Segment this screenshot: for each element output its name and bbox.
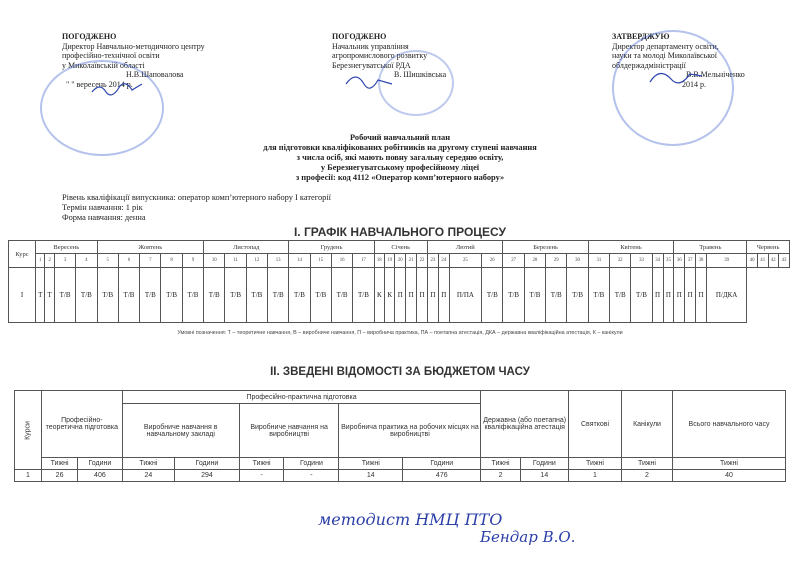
week-number: 28 bbox=[524, 254, 545, 268]
month-header: Жовтень bbox=[97, 241, 204, 254]
approval-line: науки та молоді Миколаївської bbox=[612, 51, 717, 61]
month-header: Березень bbox=[503, 241, 588, 254]
activity-cell: Т/В bbox=[588, 268, 609, 323]
title-line: у Березнегуватському професійному ліцеї bbox=[320, 163, 480, 172]
unit-header: Години bbox=[520, 458, 568, 470]
unit-header: Години bbox=[403, 458, 481, 470]
activity-cell: П/ПА bbox=[449, 268, 481, 323]
budget-cell: 406 bbox=[78, 470, 123, 482]
meta-form: Форма навчання: денна bbox=[62, 213, 146, 222]
week-number: 37 bbox=[685, 254, 696, 268]
activity-cell: Т/В bbox=[246, 268, 267, 323]
week-number: 34 bbox=[652, 254, 663, 268]
activity-cell: Т/В bbox=[76, 268, 97, 323]
course-cell: І bbox=[9, 268, 36, 323]
courses-header bbox=[15, 391, 42, 470]
activity-cell: Т bbox=[45, 268, 54, 323]
week-number: 22 bbox=[417, 254, 428, 268]
budget-cell: 26 bbox=[42, 470, 78, 482]
budget-cell: 1 bbox=[15, 470, 42, 482]
week-number: 5 bbox=[97, 254, 118, 268]
budget-cell: - bbox=[239, 470, 284, 482]
prod-training-header: Виробниче навчання в навчальному закладі bbox=[122, 404, 239, 458]
prod-enterprise-header: Виробниче навчання на виробництві bbox=[239, 404, 339, 458]
practice-header: Виробнича практика на робочих місцях на виробництві bbox=[339, 404, 481, 458]
approval-line: професійно-технічної освіти bbox=[62, 51, 160, 61]
week-number: 33 bbox=[631, 254, 652, 268]
budget-cell: 476 bbox=[403, 470, 481, 482]
activity-cell: Т/В bbox=[503, 268, 524, 323]
unit-header: Тижні bbox=[673, 458, 786, 470]
week-number: 26 bbox=[482, 254, 503, 268]
approval-signature: В. Шишківська bbox=[394, 70, 447, 80]
month-header: Січень bbox=[374, 241, 427, 254]
week-number: 13 bbox=[268, 254, 289, 268]
week-number: 39 bbox=[706, 254, 746, 268]
schedule-table bbox=[8, 240, 790, 323]
budget-cell: 40 bbox=[673, 470, 786, 482]
unit-header: Тижні bbox=[481, 458, 520, 470]
week-number: 31 bbox=[588, 254, 609, 268]
unit-header: Тижні bbox=[42, 458, 78, 470]
plan-meta bbox=[62, 193, 331, 223]
budget-cell: - bbox=[284, 470, 339, 482]
unit-header: Тижні bbox=[339, 458, 403, 470]
activity-cell: Т/В bbox=[204, 268, 225, 323]
week-number: 24 bbox=[438, 254, 449, 268]
week-number: 38 bbox=[696, 254, 707, 268]
activity-cell: П bbox=[674, 268, 685, 323]
unit-header: Години bbox=[175, 458, 240, 470]
approval-title: ЗАТВЕРДЖУЮ bbox=[612, 32, 670, 41]
attestation-header: Державна (або поетапна) кваліфікаційна атестація bbox=[481, 391, 569, 458]
activity-cell: Т/В bbox=[482, 268, 503, 323]
activity-cell: П/ДКА bbox=[706, 268, 746, 323]
activity-cell: Т/В bbox=[268, 268, 289, 323]
month-header: Вересень bbox=[36, 241, 98, 254]
budget-cell: 1 bbox=[569, 470, 622, 482]
meta-duration: Термін навчання: 1 рік bbox=[62, 203, 143, 212]
title-line: з професії: код 4112 «Оператор комп’ютерного набору» bbox=[295, 173, 505, 182]
activity-cell: П bbox=[685, 268, 696, 323]
week-number: 11 bbox=[225, 254, 246, 268]
activity-cell: Т bbox=[36, 268, 45, 323]
week-number: 7 bbox=[140, 254, 161, 268]
activity-cell: Т/В bbox=[353, 268, 374, 323]
activity-cell: П bbox=[663, 268, 674, 323]
approval-date: 2014 р. bbox=[682, 79, 706, 89]
budget-cell: 2 bbox=[481, 470, 520, 482]
week-number: 41 bbox=[757, 254, 768, 268]
month-header: Лютий bbox=[427, 241, 503, 254]
week-number: 2 bbox=[45, 254, 54, 268]
activity-cell: Т/В bbox=[524, 268, 545, 323]
unit-header: Тижні bbox=[122, 458, 174, 470]
approval-date: " " вересень 2014 р. bbox=[66, 79, 133, 89]
activity-cell: П bbox=[427, 268, 438, 323]
budget-cell: 2 bbox=[622, 470, 673, 482]
approval-line: Директор департаменту освіти, bbox=[612, 41, 719, 51]
practical-header: Професійно-практична підготовка bbox=[122, 391, 481, 404]
activity-cell: Т/В bbox=[310, 268, 331, 323]
week-number: 3 bbox=[54, 254, 75, 268]
activity-cell: Т/В bbox=[610, 268, 631, 323]
legend: Умовні позначення: Т – теоретичне навчання, В – виробниче навчання, П – виробнича практика, ПА – поетапна атестація, ДКА – державна кваліфікаційна атестація, К – канікули bbox=[177, 330, 623, 336]
section-title-budget: ІІ. ЗВЕДЕНІ ВІДОМОСТІ ЗА БЮДЖЕТОМ ЧАСУ bbox=[270, 366, 530, 378]
week-number: 29 bbox=[546, 254, 567, 268]
week-number: 42 bbox=[768, 254, 779, 268]
week-number: 21 bbox=[406, 254, 417, 268]
approval-signature: Н.В.Шаповалова bbox=[126, 70, 184, 80]
activity-cell: К bbox=[374, 268, 384, 323]
week-number: 30 bbox=[567, 254, 588, 268]
approval-line: Директор Навчально-методичного центру bbox=[62, 41, 205, 51]
week-number: 15 bbox=[310, 254, 331, 268]
week-number: 1 bbox=[36, 254, 45, 268]
week-number: 9 bbox=[182, 254, 203, 268]
unit-header: Тижні bbox=[239, 458, 284, 470]
week-number: 23 bbox=[427, 254, 438, 268]
holidays-header: Святкові bbox=[569, 391, 622, 458]
approval-line: Начальник управління bbox=[332, 41, 409, 51]
activity-cell: К bbox=[384, 268, 394, 323]
week-number: 40 bbox=[747, 254, 758, 268]
week-number: 16 bbox=[331, 254, 352, 268]
week-number: 27 bbox=[503, 254, 524, 268]
budget-cell: 24 bbox=[122, 470, 174, 482]
month-header: Листопад bbox=[204, 241, 289, 254]
week-number: 25 bbox=[449, 254, 481, 268]
month-header: Червень bbox=[747, 241, 790, 254]
week-number: 32 bbox=[610, 254, 631, 268]
week-number: 36 bbox=[674, 254, 685, 268]
title-line: Робочий навчальний план bbox=[349, 133, 451, 142]
handwritten-signature: Бендар В.О. bbox=[480, 528, 576, 546]
section-title-schedule: І. ГРАФІК НАВЧАЛЬНОГО ПРОЦЕСУ bbox=[293, 225, 507, 239]
month-header: Квітень bbox=[588, 241, 674, 254]
approval-line: Березнегуватської РДА bbox=[332, 60, 411, 70]
approval-line: у Миколаївській області bbox=[62, 60, 145, 70]
activity-cell: Т/В bbox=[140, 268, 161, 323]
week-number: 43 bbox=[779, 254, 790, 268]
activity-cell: Т/В bbox=[54, 268, 75, 323]
week-number: 10 bbox=[204, 254, 225, 268]
week-number: 17 bbox=[353, 254, 374, 268]
activity-cell: Т/В bbox=[161, 268, 182, 323]
budget-cell: 14 bbox=[520, 470, 568, 482]
activity-cell: П bbox=[406, 268, 417, 323]
activity-cell: Т/В bbox=[97, 268, 118, 323]
theory-header: Професійно-теоретична підготовка bbox=[42, 391, 123, 458]
week-number: 19 bbox=[384, 254, 394, 268]
activity-cell: Т/В bbox=[567, 268, 588, 323]
activity-cell: П bbox=[417, 268, 428, 323]
week-number: 8 bbox=[161, 254, 182, 268]
week-number: 6 bbox=[118, 254, 139, 268]
unit-header: Години bbox=[284, 458, 339, 470]
activity-cell: П bbox=[652, 268, 663, 323]
approval-title: ПОГОДЖЕНО bbox=[332, 32, 387, 41]
meta-qualification: Рівень кваліфікації випускника: оператор комп’ютерного набору І категорії bbox=[62, 193, 331, 202]
unit-header: Тижні bbox=[622, 458, 673, 470]
budget-cell: 14 bbox=[339, 470, 403, 482]
week-number: 14 bbox=[289, 254, 310, 268]
budget-cell: 294 bbox=[175, 470, 240, 482]
activity-cell: Т/В bbox=[182, 268, 203, 323]
title-line: для підготовки кваліфікованих робітників на другому ступені навчання bbox=[263, 143, 537, 152]
month-header: Грудень bbox=[289, 241, 374, 254]
approval-line: агропромислового розвитку bbox=[332, 51, 428, 61]
courses-header-label: Курси bbox=[24, 420, 32, 440]
activity-cell: П bbox=[395, 268, 406, 323]
week-number: 20 bbox=[395, 254, 406, 268]
activity-cell: Т/В bbox=[118, 268, 139, 323]
activity-cell: П bbox=[696, 268, 707, 323]
activity-cell: Т/В bbox=[331, 268, 352, 323]
vacation-header: Канікули bbox=[622, 391, 673, 458]
week-number: 12 bbox=[246, 254, 267, 268]
course-header: Курс bbox=[9, 241, 36, 268]
activity-cell: П bbox=[438, 268, 449, 323]
title-line: з числа осіб, які мають повну загальну середню освіту, bbox=[296, 153, 504, 162]
activity-cell: Т/В bbox=[225, 268, 246, 323]
plan-title bbox=[0, 133, 800, 183]
activity-cell: Т/В bbox=[289, 268, 310, 323]
total-header: Всього навчального часу bbox=[673, 391, 786, 458]
approval-signature: В.В.Мельніченко bbox=[686, 70, 745, 80]
approval-title: ПОГОДЖЕНО bbox=[62, 32, 117, 41]
week-number: 4 bbox=[76, 254, 97, 268]
activity-cell: Т/В bbox=[631, 268, 652, 323]
approval-line: облдержадміністрації bbox=[612, 60, 686, 70]
activity-cell: Т/В bbox=[546, 268, 567, 323]
week-number: 18 bbox=[374, 254, 384, 268]
unit-header: Тижні bbox=[569, 458, 622, 470]
handwritten-note: методист НМЦ ПТО bbox=[318, 510, 503, 529]
budget-table bbox=[14, 390, 786, 482]
week-number: 35 bbox=[663, 254, 674, 268]
month-header: Травень bbox=[674, 241, 747, 254]
unit-header: Години bbox=[78, 458, 123, 470]
